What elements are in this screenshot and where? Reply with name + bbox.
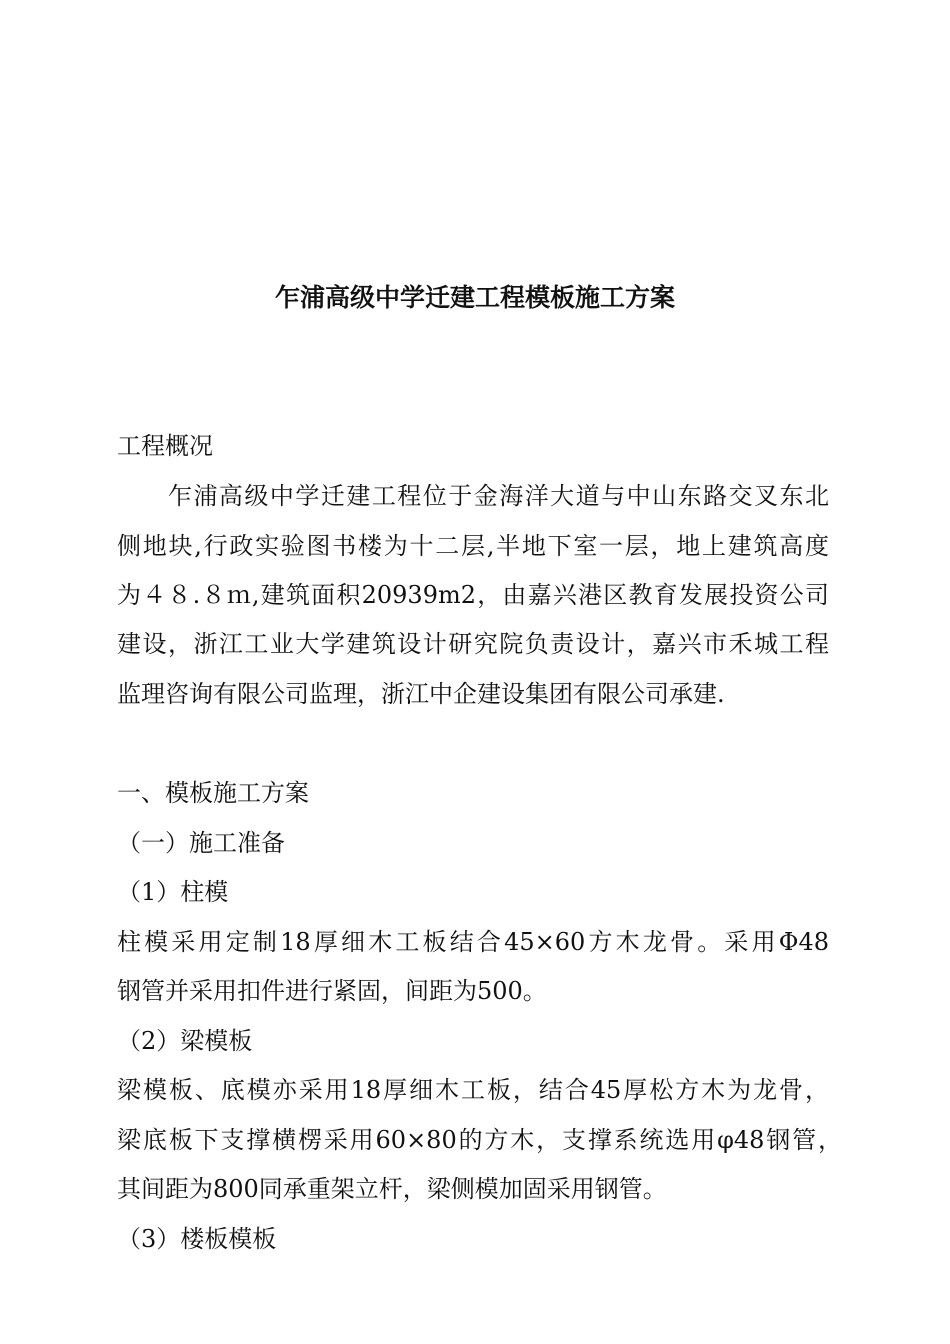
overview-line-2: 侧地块,行政实验图书楼为十二层,半地下室一层，地上建筑高度 [117,532,829,560]
beam-form-line-3: 其间距为800同承重架立杆，梁侧模加固采用钢管。 [117,1175,667,1203]
overview-line-4: 建设，浙江工业大学建筑设计研究院负责设计，嘉兴市禾城工程 [117,630,829,658]
formwork-heading: 一、模板施工方案 [117,779,309,807]
prep-subheading: （一）施工准备 [117,829,285,857]
beam-form-line-2: 梁底板下支撑横楞采用60×80的方木，支撑系统选用φ48钢管， [117,1126,842,1154]
column-form-line-2: 钢管并采用扣件进行紧固，间距为500。 [117,977,547,1005]
overview-line-3: 为４８.８ｍ,建筑面积20939m2，由嘉兴港区教育发展投资公司 [117,581,829,609]
overview-line-1: 乍浦高级中学迁建工程位于金海洋大道与中山东路交叉东北 [117,482,829,510]
item-beam-form-title: （2）梁模板 [117,1027,253,1055]
item-slab-form-title: （3）楼板模板 [117,1225,277,1253]
item-column-form-title: （1）柱模 [117,878,229,906]
overview-line-5: 监理咨询有限公司监理，浙江中企建设集团有限公司承建. [117,680,725,708]
column-form-line-1: 柱模采用定制18厚细木工板结合45×60方木龙骨。采用Φ48 [117,928,829,956]
beam-form-line-1: 梁模板、底模亦采用18厚细木工板，结合45厚松方木为龙骨， [117,1076,829,1104]
overview-heading: 工程概况 [117,432,213,460]
document-title: 乍浦高级中学迁建工程模板施工方案 [274,283,675,312]
